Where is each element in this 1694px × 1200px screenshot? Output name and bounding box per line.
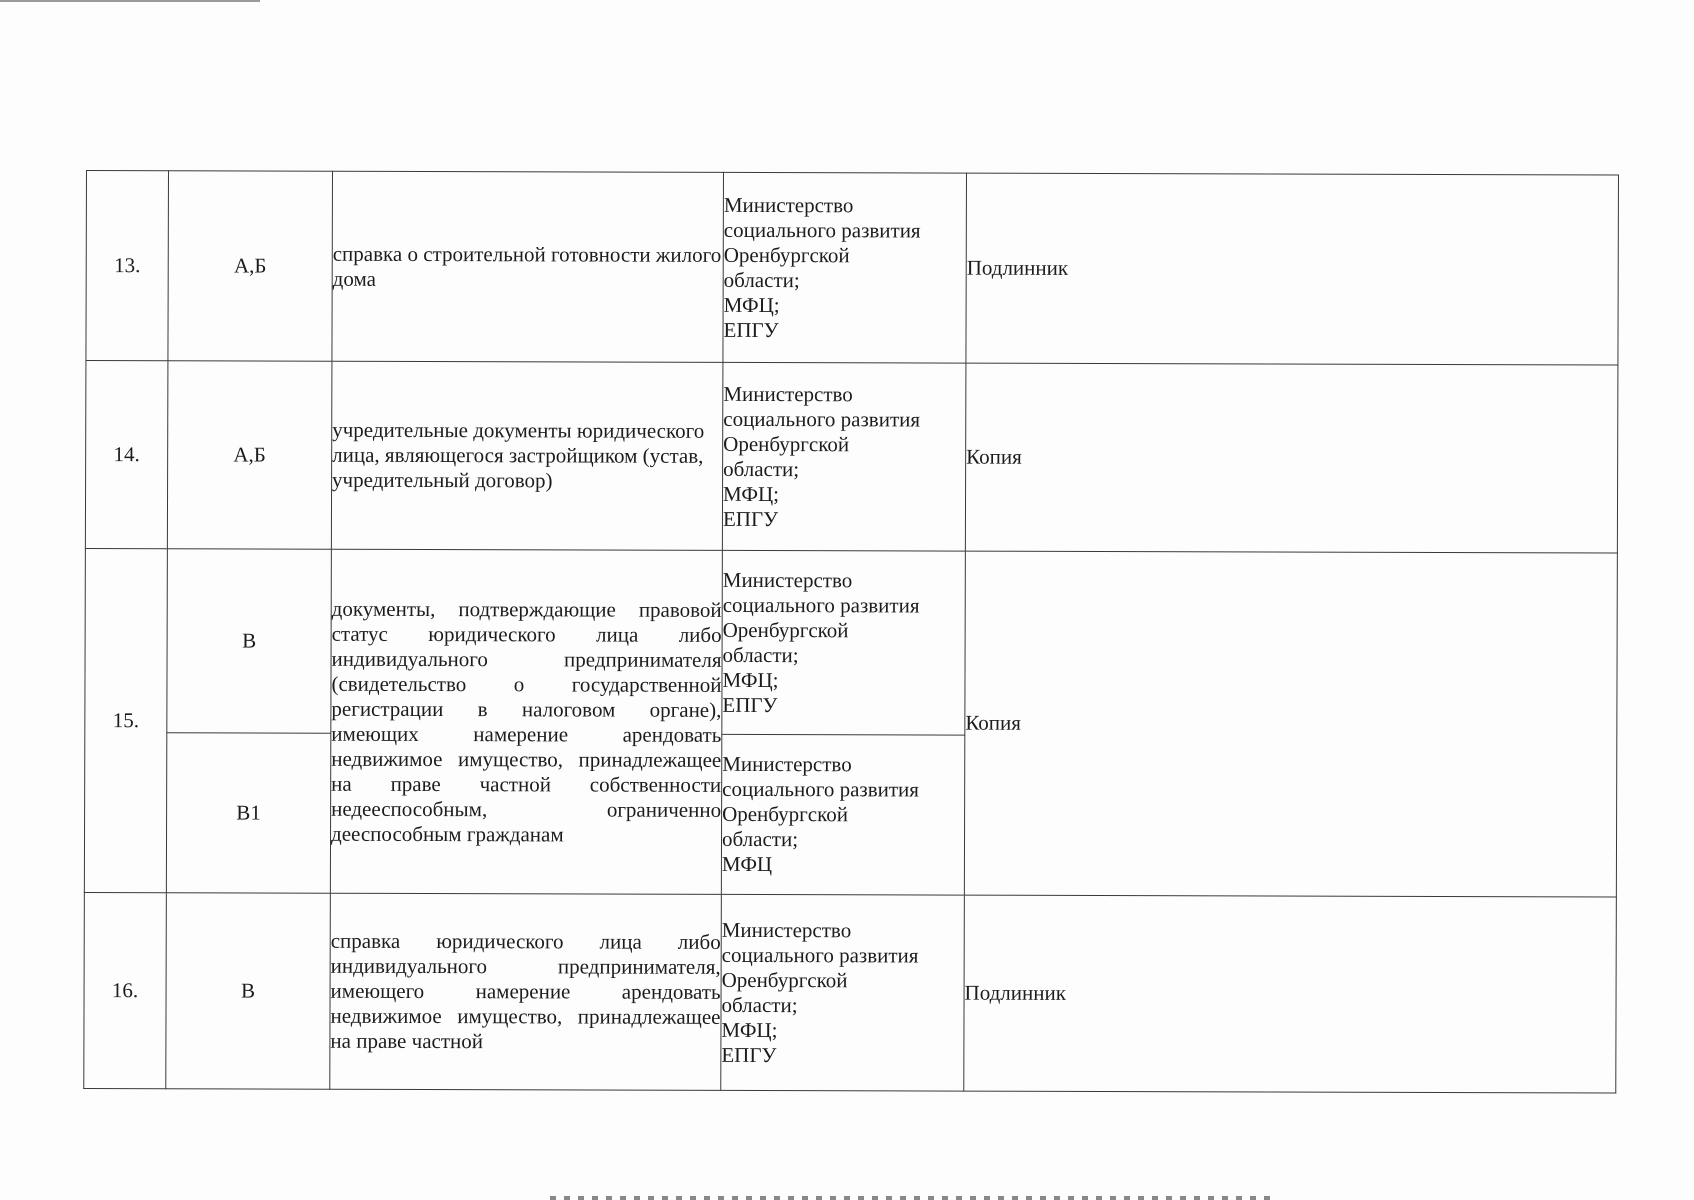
authority-line: области; [723, 456, 800, 481]
row-number: 16. [84, 892, 167, 1088]
authority-line: социального развития [723, 406, 921, 431]
authority-line: социального развития [722, 776, 919, 802]
row-number: 13. [86, 171, 169, 361]
authority-line: МФЦ [721, 851, 773, 877]
authority-line: области; [721, 826, 799, 852]
authority-line: Министерство [722, 567, 853, 592]
row-category: В [166, 893, 331, 1089]
row-description: учредительные документы юридического лица, являющегося застройщиком (устав, учредительный договор) [331, 361, 723, 550]
authority-line: Министерство [722, 751, 852, 777]
authority-line: области; [723, 267, 800, 292]
row-category-secondary: В1 [166, 733, 330, 893]
row-document-form: Подлинник [964, 895, 1617, 1093]
row-description: документы, подтверждающие правовой статус юридического лица либо индивидуального предпринимателя (свидетельство о государственной регистрации в налоговом органе), имеющих намерение арендовать недвижимое имущество, принадлежащее на праве частной собственности недееспособным, ограниченно дееспособным гражданам [330, 549, 722, 894]
table-row-15 [85, 548, 1618, 737]
row-description: справка о строительной готовности жилого дома [332, 171, 724, 362]
row-authority [723, 172, 967, 363]
authority-line: Оренбургской [723, 431, 850, 456]
authority-line: Министерство [723, 192, 854, 217]
row-category: А,Б [167, 361, 332, 549]
documents-table [83, 170, 1619, 1094]
row-document-form: Копия [964, 551, 1617, 897]
authority-line: Министерство [721, 917, 852, 942]
row-authority [722, 550, 966, 735]
authority-line: Оренбургской [722, 617, 849, 642]
row-description: справка юридического лица либо индивидуального предпринимателя, имеющего намерение арендовать недвижимое имущество, принадлежащее на праве частной [330, 893, 722, 1090]
row-category: А,Б [168, 171, 333, 361]
scan-edge-bottom [550, 1196, 1270, 1200]
authority-line: ЕПГУ [721, 1042, 777, 1067]
scan-edge-top [0, 0, 260, 2]
authority-line: Оренбургской [721, 967, 848, 992]
authority-line: МФЦ; [721, 1017, 778, 1042]
row-number: 14. [85, 361, 168, 549]
table-row-16 [84, 892, 1617, 1093]
authority-line: Оренбургской [722, 801, 849, 827]
authority-line: социального развития [721, 942, 919, 967]
row-category: В [167, 549, 332, 733]
authority-line: социального развития [722, 592, 920, 617]
authority-line: ЕПГУ [722, 506, 779, 531]
authority-line: ЕПГУ [722, 692, 778, 717]
authority-line: МФЦ; [722, 667, 779, 692]
authority-line: социального развития [723, 217, 921, 242]
authority-line: Оренбургской [723, 242, 850, 267]
authority-line: области; [722, 642, 799, 667]
row-authority [722, 362, 966, 551]
row-authority-secondary [721, 734, 964, 895]
row-authority [721, 894, 965, 1091]
row-document-form: Копия [965, 363, 1618, 553]
authority-line: МФЦ; [723, 481, 780, 506]
authority-line: Министерство [723, 381, 853, 406]
row-number: 15. [84, 548, 167, 892]
row-document-form: Подлинник [966, 173, 1619, 365]
authority-line: ЕПГУ [723, 317, 779, 342]
authority-line: области; [721, 992, 798, 1017]
authority-line: МФЦ; [723, 292, 780, 317]
table-row-14 [85, 361, 1618, 554]
table-row-13 [86, 171, 1619, 366]
